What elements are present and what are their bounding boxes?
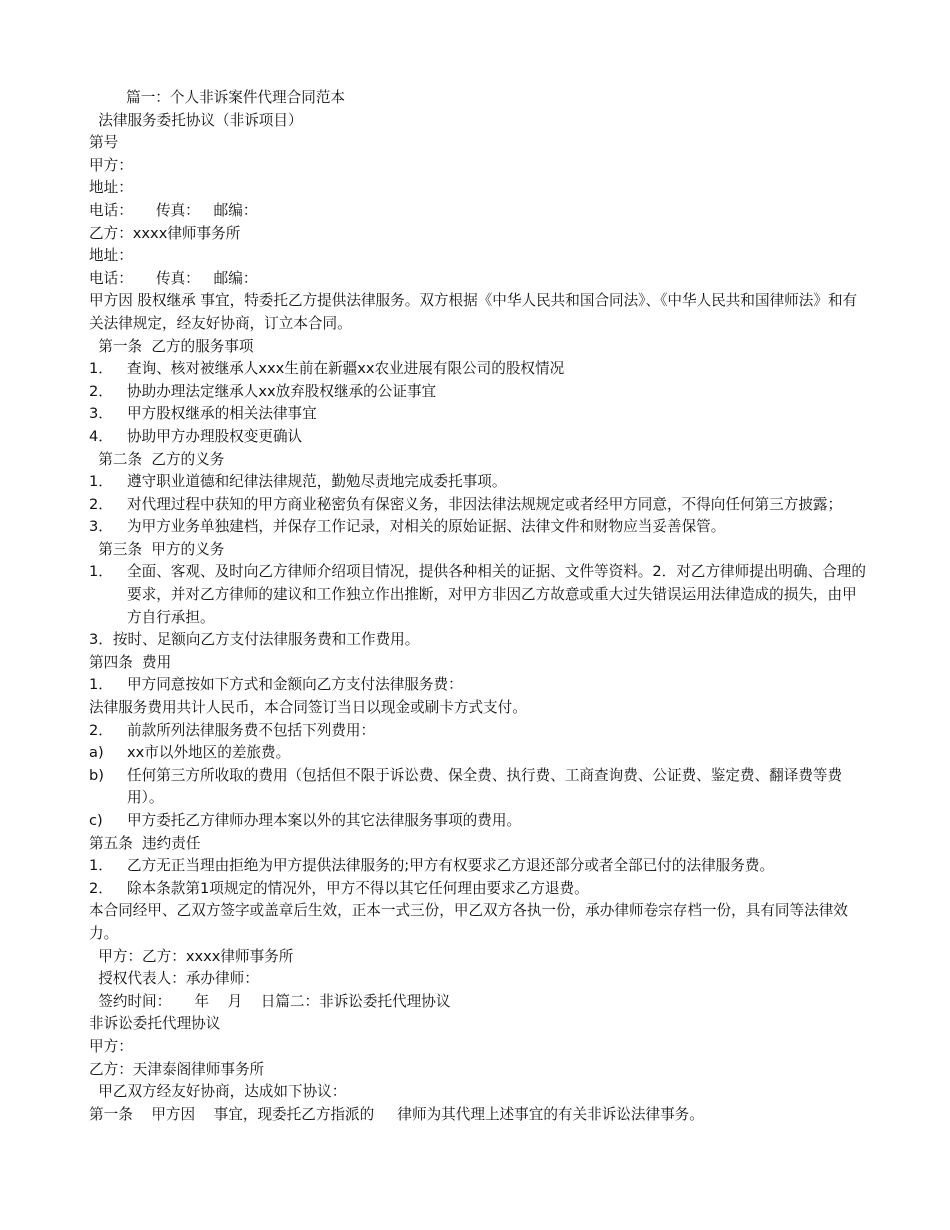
- list-item: [89, 358, 869, 381]
- list-item-number: 2．: [89, 382, 113, 400]
- list-item: [89, 561, 869, 629]
- list-item-number: 1．: [89, 857, 113, 875]
- list-item: [89, 471, 869, 494]
- text-line: 地址：: [89, 179, 133, 197]
- list-item-text: 甲方股权继承的相关法律事宜: [127, 405, 317, 423]
- text-line: 签约时间： 年 月 日篇二：非诉讼委托代理协议: [89, 992, 451, 1010]
- list-item: [89, 516, 869, 539]
- text-line: 乙方：xxxx律师事务所: [89, 224, 241, 242]
- list-item-number: 1．: [89, 360, 113, 378]
- text-line: 第一条 乙方的服务事项: [89, 337, 254, 355]
- text-line: 第二条 乙方的义务: [89, 450, 225, 468]
- text-line: 第五条 违约责任: [89, 834, 201, 852]
- list-item: [89, 674, 869, 697]
- text-line: 电话： 传真： 邮编：: [89, 201, 258, 219]
- list-item: [89, 810, 869, 833]
- list-item-number: 3．: [89, 405, 113, 423]
- list-item-text: 甲方委托乙方律师办理本案以外的其它法律服务事项的费用。: [127, 812, 522, 829]
- text-line: 第四条 费用: [89, 653, 172, 671]
- list-item: [89, 403, 869, 426]
- list-item: [89, 720, 869, 743]
- text-line: 第一条 甲方因 事宜，现委托乙方指派的 律师为其代理上述事宜的有关非诉讼法律事务。: [89, 1105, 704, 1123]
- list-item-number: 2．: [89, 495, 113, 513]
- paragraph: 甲方因 股权继承 事宜，特委托乙方提供法律服务。双方根据《中华人民共和国合同法》、《中华人民共和国律师法》和有关法律规定，经友好协商，订立本合同。: [89, 292, 858, 332]
- document-body: [89, 87, 869, 1126]
- text-line: 第三条 甲方的义务: [89, 540, 225, 558]
- list-item-number: 2．: [89, 721, 113, 739]
- list-item-text: 为甲方业务单独建档，并保存工作记录，对相关的原始证据、法律文件和财物应当妥善保管。: [127, 518, 726, 536]
- list-item-text: 乙方无正当理由拒绝为甲方提供法律服务的;甲方有权要求乙方退还部分或者全部已付的法律服务费。: [127, 857, 775, 875]
- list-item: [89, 765, 869, 810]
- list-item-number: 1．: [89, 563, 113, 581]
- text-line: 第号: [89, 134, 119, 152]
- list-item: [89, 742, 869, 765]
- text-line: 法律服务委托协议（非诉项目）: [89, 111, 303, 129]
- list-item-text: 查询、核对被继承人xxx生前在新疆xx农业进展有限公司的股权情况: [127, 360, 565, 378]
- list-item-text: 前款所列法律服务费不包括下列费用：: [127, 721, 376, 739]
- list-item-number: 2．: [89, 879, 113, 897]
- list-item-number: c): [89, 812, 103, 829]
- text-line: 甲方：乙方：xxxx律师事务所: [89, 947, 294, 965]
- text-line: 3．按时、足额向乙方支付法律服务费和工作费用。: [89, 631, 420, 649]
- list-item-text: 对代理过程中获知的甲方商业秘密负有保密义务，非因法律法规规定或者经甲方同意，不得向任何第三方披露；: [127, 495, 843, 513]
- text-line: 篇一：个人非诉案件代理合同范本: [89, 89, 346, 106]
- text-line: 甲乙双方经友好协商，达成如下协议：: [89, 1083, 347, 1101]
- text-line: 甲方：: [89, 156, 133, 174]
- list-item-number: b): [89, 766, 104, 784]
- text-line: 授权代表人：承办律师：: [89, 970, 259, 988]
- list-item: [89, 381, 869, 404]
- list-item-number: 3．: [89, 518, 113, 536]
- text-line: 地址：: [89, 247, 133, 265]
- paragraph: 本合同经甲、乙双方签字或盖章后生效，正本一式三份，甲乙双方各执一份，承办律师卷宗存档一份，具有同等法律效力。: [89, 902, 848, 942]
- list-item-text: 协助办理法定继承人xx放弃股权继承的公证事宜: [127, 382, 437, 400]
- list-item-number: 1．: [89, 473, 113, 491]
- text-line: 非诉讼委托代理协议: [89, 1015, 221, 1033]
- list-item-number: 4．: [89, 427, 113, 445]
- list-item-text: xx市以外地区的差旅费。: [127, 744, 291, 762]
- text-line: 甲方：: [89, 1037, 133, 1055]
- list-item: [89, 426, 869, 449]
- list-item-text: 遵守职业道德和纪律法律规范，勤勉尽责地完成委托事项。: [127, 473, 507, 491]
- list-item: [89, 878, 869, 901]
- list-item-number: 1．: [89, 676, 113, 694]
- list-item-text: 除本条款第1项规定的情况外，甲方不得以其它任何理由要求乙方退费。: [127, 879, 589, 897]
- list-item-text: 全面、客观、及时向乙方律师介绍项目情况，提供各种相关的证据、文件等资料。2．对乙方律师提出明确、合理的要求，并对乙方律师的建议和工作独立作出推断，对甲方非因乙方故意或重大过失错误运用法律造成的损失，由甲方自行承担。: [127, 563, 866, 626]
- list-item-text: 任何第三方所收取的费用（包括但不限于诉讼费、保全费、执行费、工商查询费、公证费、鉴定费、翻译费等费用）。: [127, 766, 843, 807]
- list-item: [89, 494, 869, 517]
- text-line: 乙方：天津泰阁律师事务所: [89, 1060, 265, 1078]
- list-item-text: 协助甲方办理股权变更确认: [127, 427, 303, 445]
- text-line: 电话： 传真： 邮编：: [89, 269, 258, 287]
- list-item-number: a): [89, 744, 104, 762]
- list-item-text: 甲方同意按如下方式和金额向乙方支付法律服务费：: [127, 676, 463, 694]
- text-line: 法律服务费用共计人民币，本合同签订当日以现金或刷卡方式支付。: [89, 699, 527, 717]
- list-item: [89, 855, 869, 878]
